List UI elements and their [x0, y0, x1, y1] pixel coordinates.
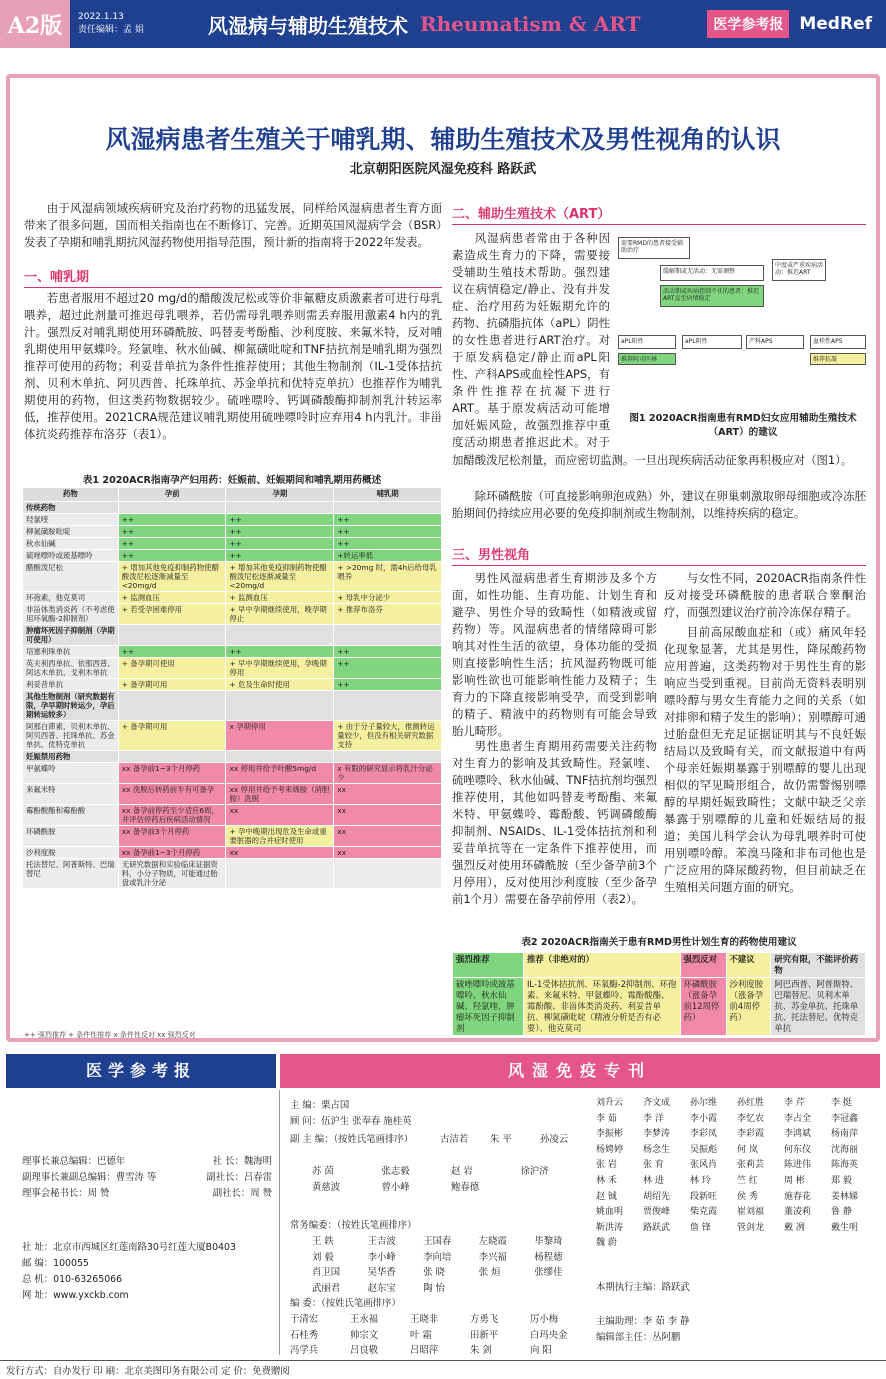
table1-cell: ++ [226, 550, 334, 562]
vice-editors-cont [312, 1164, 590, 1195]
editor-name: 段新旺 [690, 1191, 718, 1202]
editor-name: 周 彬 [784, 1175, 805, 1186]
table1-cell: xx 停用并给予叶酸5mg/d [226, 763, 334, 784]
table1-cell: xx 洗脱后转药前半有可备孕 [118, 784, 226, 805]
editor-name: 柴克霞 [690, 1207, 718, 1218]
table-row [23, 502, 442, 514]
table1-cell [226, 625, 334, 646]
table1-legend: ++ 强烈推荐 + 条件性推荐 x 条件性反对 xx 强烈反对 [24, 1031, 196, 1039]
editor-name: 王永福 [350, 1314, 379, 1325]
table1-cell: + >20mg 时，需4h后给母乳喂养 [334, 562, 442, 592]
table1-cell: ++ [334, 526, 442, 538]
table2-caption: 表2 2020ACR指南关于患有RMD男性计划生育的药物使用建议 [521, 937, 797, 948]
table1-cell: xx 备孕前3个月停药 [118, 826, 226, 847]
editor-name: 竺 红 [737, 1175, 758, 1186]
editor-name: 杨娉婷 [596, 1144, 624, 1155]
editor-name: 张莉芸 [737, 1160, 765, 1171]
table1-drug: 托法替尼、阿普斯特、巴瑞替尼 [23, 859, 119, 889]
table1-drug: 硫唑嘌呤或巯基嘌呤 [23, 550, 119, 562]
editor-name: 肖卫国 [312, 1267, 341, 1279]
editor-name: 孙凌云 [540, 1134, 569, 1145]
table1-cell: xx [226, 805, 334, 826]
flow-box: 需要RMD的患者接受辅助治疗 [618, 237, 690, 259]
editors-list-right [596, 1096, 878, 1252]
editor-name: 刘升云 [596, 1098, 624, 1108]
editor-name: 王吉波 [367, 1236, 396, 1247]
editor-name: 叶 霜 [410, 1329, 432, 1341]
table1-drug: 柳氮磺胺吡啶 [23, 526, 119, 538]
editor-name: 李鸿斌 [784, 1129, 812, 1140]
footer: 发行方式：自办发行 印 刷：北京美图印务有限公司 定 价：免费赠阅 [0, 1360, 886, 1377]
divider [279, 1090, 280, 1355]
table1-cell: + 增加其他免疫抑制药物使醋酸泼尼松逐渐减量至<20mg/d [118, 562, 226, 592]
editor-name: 李 挺 [831, 1098, 852, 1108]
flow-box: aPL阴性 [682, 335, 742, 349]
paper-name-en: MedRef [799, 14, 872, 34]
standing-label: 常务编委：（按姓氏笔画排序） [290, 1220, 417, 1231]
table-row [23, 625, 442, 646]
table-row [23, 538, 442, 550]
table2-cell: 环磷酰胺（涨备孕前12周停药） [680, 978, 726, 1036]
flow-box: 推荐抗凝 [810, 353, 866, 365]
editor-name: 于清宏 [290, 1314, 319, 1325]
table-row [23, 604, 442, 625]
table1-cell [226, 751, 334, 763]
table-row [23, 592, 442, 604]
editor-name: 赵东宝 [367, 1282, 396, 1294]
table1 [22, 487, 442, 889]
table1-header: 孕前 [118, 488, 226, 502]
bottom-left-title: 医学参考报 [6, 1054, 276, 1088]
editor-name: 张缪佳 [534, 1267, 563, 1279]
editor-name: 林 玲 [690, 1175, 711, 1186]
contact-line: 社 址：北京市西城区红莲南路30号红莲大厦B0403 [22, 1242, 236, 1253]
editor-name: 孙尔维 [690, 1098, 718, 1108]
issue-meta: 2022.1.13 责任编辑：孟 娟 [78, 12, 144, 35]
staff-left: 理事长兼总编辑：巴德年 [22, 1156, 126, 1167]
table2-header: 强烈反对 [680, 953, 726, 978]
editor-name: 李 芹 [784, 1098, 805, 1108]
table-row [23, 646, 442, 658]
editor-name: 戴生明 [831, 1222, 859, 1233]
exec-editor: 本期执行主编：路跃武 [596, 1282, 690, 1293]
editor-name: 王国春 [423, 1236, 452, 1247]
editor-name: 李 茹 [596, 1113, 617, 1124]
editor-name: 杨程德 [534, 1251, 563, 1263]
table2-cell: 沙利度胺（涨备孕前4周停药） [726, 978, 771, 1036]
table1-cell: ++ [334, 514, 442, 526]
table1-cell: xx [334, 847, 442, 859]
editor-name: 白玛央金 [530, 1329, 568, 1341]
editor-name: 石桂秀 [290, 1329, 319, 1341]
table-row [23, 514, 442, 526]
male-paragraph-2: 男性患者生育期用药需要关注药物对生育力的影响及其致畸性。羟氯喹、硫唑嘌呤、秋水仙碱、TNF拮抗剂均强烈推荐使用，其他如吗替麦考酚酯、来氟米特、甲氨蝶呤、霉酚酸、钙调磷酸酶抑制剂、NSAIDs、IL-1受体拮抗剂和利妥昔单抗等在一定条件下推荐使用，而强烈反对使用环磷酰胺（至少备孕前3个月停用），反对使用沙利度胺（至少备孕前1个月）需要在备孕前停用（表2）。 [452, 739, 657, 906]
editor-name: 张风肖 [690, 1160, 718, 1171]
table1-drug: 传统药物 [23, 502, 119, 514]
table1-drug: 培塞利珠单抗 [23, 646, 119, 658]
editor-name: 何东仪 [784, 1144, 812, 1155]
contact-line: 总 机：010-63265066 [22, 1274, 123, 1285]
table1-cell: xx [226, 847, 334, 859]
table1-drug: 沙利度胺 [23, 847, 119, 859]
editor-name: 向 阳 [530, 1345, 552, 1357]
staff-list [22, 1154, 272, 1202]
editor-name: 吴华香 [367, 1267, 396, 1279]
table1-cell: + 母乳中分泌少 [334, 592, 442, 604]
editor-name: 李彩霞 [737, 1129, 765, 1140]
editor-name: 李彩凤 [690, 1129, 718, 1140]
staff-row [22, 1186, 272, 1202]
editor-name: 路跃武 [643, 1222, 671, 1233]
section-heading-art: 二、辅助生殖技术（ART） [452, 203, 866, 225]
table-row [23, 691, 442, 721]
table1-cell [334, 691, 442, 721]
male-paragraph-1: 男性风湿病患者生育期涉及多个方面，如性功能、生育功能、计划生育和避孕、男性介导的致畸性（如精液或留药物）等。风湿病患者的情绪障碍可影响其对性生活的欲望，身体功能的受损则直接影响性生活；抗风湿药物既可能影响性欲也可能影响性能力及精子；生育力的下降直接影响受孕，而受到影响的精子、精液中的药物则有可能会导致胎儿畸形。 [452, 571, 657, 738]
table1-cell: ++ [334, 538, 442, 550]
editor-name: 杨念生 [643, 1144, 671, 1155]
table1-cell [118, 691, 226, 721]
table-row [23, 826, 442, 847]
staff-right: 社 长：魏海明 [212, 1156, 272, 1167]
editor-name: 黄慈波 [312, 1181, 341, 1193]
editor-name: 赵 岩 [451, 1166, 473, 1177]
table-row [23, 784, 442, 805]
editor-name: 詹 锋 [690, 1222, 711, 1233]
table1-cell [118, 751, 226, 763]
table1-cell [334, 751, 442, 763]
editor-name: 何 岚 [737, 1144, 758, 1155]
table1-cell: ++ [118, 646, 226, 658]
editor-name: 李梦涛 [643, 1129, 671, 1140]
staff-right: 副社长：吕春雷 [206, 1172, 272, 1183]
table1-drug: 霉酚酸酯和霉酚酸 [23, 805, 119, 826]
table1-cell: + 监测血压 [226, 592, 334, 604]
editor-name: 赵 铖 [596, 1191, 617, 1202]
table2-cell: 硫唑嘌呤或巯基嘌呤、秋水仙碱、羟氯喹、肿瘤坏死因子抑制剂 [453, 978, 524, 1036]
table1-cell: xx 备孕前1~3个月停药 [118, 763, 226, 784]
table1-cell: xx [334, 805, 442, 826]
table1-cell: xx 停用并给予考来烯胺（消胆胺）洗脱 [226, 784, 334, 805]
editor-name: 苏 茵 [312, 1166, 334, 1177]
editor-name: 姜林娣 [831, 1191, 859, 1202]
editor-name: 李 洋 [643, 1113, 664, 1124]
staff-row [22, 1170, 272, 1186]
editor-name: 陶 怡 [423, 1282, 445, 1294]
editor-name: 曾小峰 [381, 1181, 410, 1193]
editor-name: 古洁若 [440, 1134, 469, 1145]
table1-cell: xx 备孕前停药至少适应6周，并评估停药后疾病活动情况 [118, 805, 226, 826]
chief-editor: 主 编：栗占国 [290, 1100, 350, 1111]
table1-cell [118, 502, 226, 514]
editor-name: 冯学兵 [290, 1345, 319, 1357]
editor-name: 贾俊峰 [643, 1207, 671, 1218]
table1-cell: x 有限的研究显示将乳汁分泌少 [334, 763, 442, 784]
table2-header: 研究有限，不能评价药物 [771, 953, 866, 978]
art-paragraph-tail: 加醋酸泼尼松剂量，而应密切监测。一旦出现疾病活动征象再积极应对（图1）。 [452, 453, 853, 467]
table1-cell: ++ [334, 679, 442, 691]
editor-name: 李小霞 [690, 1113, 718, 1124]
table1-drug: 环孢素，他克莫司 [23, 592, 119, 604]
table1-cell: + 危及生命时使用 [226, 679, 334, 691]
table1-header: 哺乳期 [334, 488, 442, 502]
editor-name: 左晓霞 [478, 1236, 507, 1247]
editor-name: 吕昭萍 [410, 1345, 439, 1357]
lactation-paragraph: 若患者服用不超过20 mg/d的醋酸泼尼松或等价非氟糖皮质激素者可进行母乳喂养，超过此剂量可推迟母乳喂养，若仍需母乳喂养则需丢弃服用激素4 h内的乳汁。强烈反对哺乳期使用环磷酰胺、吗替麦考酚酯、沙利度胺、来氟米特，反对哺乳期使用甲氨蝶呤。羟氯喹、秋水仙碱、柳氮磺吡啶和TNF拮抗剂是哺乳期为强烈推荐可使用的药物；利妥昔单抗为条件性推荐使用；其他生物制剂（IL-1受体拮抗剂、贝利木单抗、阿贝西普、托珠单抗、苏金单抗和优特克单抗）也推荐作为哺乳期使用的药物，但这类药物数据较少。硫唑嘌呤、钙调磷酸酶抑制剂乳汁转运率低，推荐使用。2021CRA规范建议哺乳期使用硫唑嘌呤时应弃用4 h内乳汁。非甾体抗炎药推荐布洛芬（表1）。 [24, 291, 442, 441]
editor-name: 李兴福 [478, 1251, 507, 1263]
advisors: 顾 问：伍沪生 张奉春 施桂英 [290, 1116, 412, 1127]
editor-name: 田新平 [470, 1329, 499, 1341]
editor-name: 厉小梅 [530, 1314, 559, 1325]
paper-name: 医学参考报 [707, 10, 789, 38]
editor-name: 孙红胜 [737, 1098, 765, 1108]
editor-name: 戴 冽 [784, 1222, 805, 1233]
table-row [23, 550, 442, 562]
table2-cell: 阿巴西普、阿普斯特、巴瑞替尼、贝利木单抗、苏金单抗、托珠单抗、托法替尼、优特克单抗 [771, 978, 866, 1036]
editor-name: 朱 平 [490, 1134, 512, 1145]
section-heading-lactation: 一、哺乳期 [24, 266, 442, 288]
art-paragraph: 风湿病患者常由于各种因素造成生育力的下降，需要接受辅助生殖技术帮助。强烈建议在病情稳定/静止、没有并发症、治疗用药为妊娠期允许的药物、抗磷脂抗体（aPL）阴性的女性患者进行ART治疗。对于原发病稳定/静止而aPL阳性、产科APS或血栓性APS，有条件性推荐在抗凝下进行ART。基于原发病活动可能增加妊娠风险，故强烈推荐中重度活动期患者推迟此术。对于 [452, 231, 610, 449]
contact-line: 邮 编：100055 [22, 1258, 89, 1269]
table-row [23, 847, 442, 859]
table1-cell: xx [334, 826, 442, 847]
editor-name: 张 晓 [423, 1267, 445, 1279]
table1-cell: ++ [334, 658, 442, 679]
table1-drug: 英夫利西单抗、依那西普、阿达木单抗、戈利木单抗 [23, 658, 119, 679]
editor-name: 张 岩 [596, 1160, 617, 1171]
table1-cell [118, 625, 226, 646]
table-row [23, 721, 442, 751]
table1-cell: + 备孕期可使用 [118, 658, 226, 679]
page-version: A2版 [0, 0, 70, 48]
editor-name: 侯 秀 [737, 1191, 758, 1202]
editors [290, 1312, 590, 1359]
table-row [23, 562, 442, 592]
office-director: 编辑部主任：丛阿鹏 [596, 1332, 681, 1343]
editor-name: 刘 毅 [312, 1251, 334, 1263]
table-row [23, 859, 442, 889]
figure1-caption: 图1 2020ACR指南患有RMD妇女应用辅助生殖技术（ART）的建议 [629, 413, 857, 438]
table1-cell: ++ [334, 646, 442, 658]
table1-cell: + 备孕期可用 [118, 721, 226, 751]
table1-cell: + 增加其他免疫抑制药物使醋酸泼尼松逐渐减量至<20mg/d [226, 562, 334, 592]
table1-header: 孕期 [226, 488, 334, 502]
table1-drug: 醋酸泼尼松 [23, 562, 119, 592]
staff-right: 副社长：周 赞 [212, 1188, 272, 1199]
table1-drug: 阿那白滞素、贝利木单抗、阿贝西普、托珠单抗、苏金单抗、优特克单抗 [23, 721, 119, 751]
editor-assistants: 主编助理：李 茹 李 静 [596, 1316, 690, 1327]
column-title-en: Rheumatism & ART [420, 12, 641, 36]
contact-info [22, 1240, 272, 1304]
editor-name: 吴振彪 [690, 1144, 718, 1155]
table2 [452, 952, 866, 1036]
table1-drug: 甲氨蝶呤 [23, 763, 119, 784]
editor-name: 帅宗文 [350, 1329, 379, 1341]
flow-box: 活动期或疾病控制不佳的患者：推迟ART直至病情稳定 [660, 285, 764, 307]
table1-drug: 其他生物制剂（研究数据有限，孕早期时转运少，孕后期转运较多） [23, 691, 119, 721]
table-row [23, 526, 442, 538]
table1-cell [226, 691, 334, 721]
intro-paragraph: 由于风湿病领域疾病研究及治疗药物的迅猛发展，同样给风湿病患者生育方面带来了很多问题，国而相关指南也在不断修订、完善。近期英国风湿病学会（BSR）发表了孕期和哺乳期抗风湿药物使用指导范围，预计新的指南将于2022年发表。 [24, 201, 442, 249]
contact-line: 网 址：www.yxckb.com [22, 1290, 129, 1301]
staff-row [22, 1154, 272, 1170]
flow-box: 中度或严重疾病活动：推迟ART [772, 259, 826, 281]
table1-cell [334, 502, 442, 514]
editor-name: 李振彬 [596, 1129, 624, 1140]
table1-cell: xx 备孕前1~3个月停药 [118, 847, 226, 859]
table-row [23, 658, 442, 679]
table2-cell: IL-1受体拮抗剂、环氧酶-2抑制剂、环孢素、来氟米特、甲氨蝶呤、霉酚酸酯、霉酚酸、非甾体类消炎药、利妥昔单抗、柳氮磺吡啶（精液分析是否有必要）、他克莫司 [523, 978, 680, 1036]
editor-name: 董凌莉 [784, 1207, 812, 1218]
editor-name: 鲍春德 [451, 1181, 480, 1193]
flow-box: 推荐阿司匹林 [618, 353, 676, 365]
table1-drug: 环磷酰胺 [23, 826, 119, 847]
editor-name: 武丽君 [312, 1282, 341, 1294]
art-paragraph-2: 除环磷酰胺（可直接影响卵泡成熟）外，建议在卵巢刺激取卵母细胞或冷冻胚胎期间仍持续应用必要的免疫抑制剂或生物制剂，以维持疾病的稳定。 [452, 489, 866, 520]
male-paragraph-3: 与女性不同，2020ACR指南条件性反对接受环磷酰胺的患者联合睾酮治疗，而强烈建议治疗前冷冻保存精子。 [664, 571, 866, 619]
table1-cell: + 若受孕困难停用 [118, 604, 226, 625]
table1-cell: ++ [226, 538, 334, 550]
editor-name: 张 烜 [478, 1267, 501, 1279]
table1-cell: ++ [226, 526, 334, 538]
article-author: 北京朝阳医院风湿免疫科 路跃武 [349, 162, 537, 177]
editor-name: 方勇飞 [470, 1314, 499, 1325]
article-title: 风湿病患者生殖关于哺乳期、辅助生殖技术及男性视角的认识 [105, 125, 781, 154]
table1-cell: x 孕期停用 [226, 721, 334, 751]
table-row [23, 763, 442, 784]
table1-cell: xx [334, 784, 442, 805]
table1-cell: +转运率低 [334, 550, 442, 562]
male-paragraph-4: 目前高尿酸血症和（或）痛风年轻化现象显著，尤其是男性，降尿酸药物应用普遍，这类药物对于男性生育的影响应当受到重视。目前尚无资料表明别嘌呤醇与男女生育能力之间的关系（如对排卵和精子发生的影响）；别嘌醇可通过胎盘但无充足证据证明其与不良妊娠结局以及致畸有关，而文献报道中有两个母亲妊娠期暴露于别嘌醇的婴儿出现相似的罕见畸形组合，故仍需警惕别嘌醇的早期妊娠致畸性；文献中缺乏父亲暴露于别嘌醇的儿童和妊娠结局的报道；美国儿科学会认为母乳喂养时可使用别嘌呤醇。苯溴马隆和非布司他也是广泛应用的降尿酸药物，但目前缺乏在生殖相关问题方面的研究。 [664, 625, 866, 894]
table1-header: 药物 [23, 488, 119, 502]
editor-name: 靳洪涛 [596, 1222, 624, 1233]
table1-cell: ++ [226, 514, 334, 526]
editor-name: 林 禾 [596, 1175, 617, 1186]
editor-name: 陈进伟 [784, 1160, 812, 1171]
table1-cell: ++ [226, 646, 334, 658]
table1-cell: ++ [118, 550, 226, 562]
table2-header: 推荐（非绝对的） [523, 953, 680, 978]
editor-name: 李小峰 [367, 1251, 396, 1263]
table1-drug: 肿瘤坏死因子抑制剂（孕期可使用） [23, 625, 119, 646]
editor-name: 胡绍先 [643, 1191, 671, 1202]
table1-cell [226, 859, 334, 889]
editor-name: 齐文成 [643, 1098, 671, 1108]
editor-name: 崔刘福 [737, 1207, 765, 1218]
flow-box: 缓解期或无活动：无需调整 [660, 265, 764, 281]
staff-left: 理事会秘书长：周 赞 [22, 1188, 110, 1199]
flow-box: 产科APS [746, 335, 804, 349]
table-row [23, 679, 442, 691]
editor-name: 王 轶 [312, 1236, 334, 1247]
flow-box: aPL阳性 [618, 335, 676, 349]
bottom-right-title: 风湿免疫专刊 [280, 1054, 880, 1088]
figure1-flowchart [616, 235, 870, 405]
editor-name: 林 进 [643, 1175, 664, 1186]
table1-drug: 妊娠禁用药物 [23, 751, 119, 763]
section-heading-male: 三、男性视角 [452, 544, 866, 566]
editor-name: 李占全 [784, 1113, 812, 1124]
editor-name: 施春花 [784, 1191, 812, 1202]
column-title: 风湿病与辅助生殖技术 [208, 13, 408, 38]
editor-name: 李冠鑫 [831, 1113, 859, 1124]
editor-name: 陈海英 [831, 1160, 859, 1171]
table1-cell [334, 625, 442, 646]
flow-box: 血栓性APS [810, 335, 866, 349]
table-row [23, 805, 442, 826]
editor-name: 鲁 静 [831, 1207, 852, 1218]
table1-drug: 羟氯喹 [23, 514, 119, 526]
table1-cell: + 监测血压 [118, 592, 226, 604]
table1-cell: ++ [118, 538, 226, 550]
masthead [0, 0, 886, 48]
table-row [23, 751, 442, 763]
editor-name: 姚血明 [596, 1207, 624, 1218]
table1-cell: + 推荐布洛芬 [334, 604, 442, 625]
table1-cell: + 早中孕期继续使用，孕晚期停用 [226, 658, 334, 679]
table1-cell [226, 502, 334, 514]
table1-drug: 非甾体类消炎药（不考虑使用环氧酶-2抑制剂） [23, 604, 119, 625]
editor-name: 朱 剑 [470, 1345, 492, 1357]
standing-editors [312, 1234, 590, 1296]
table2-header: 强烈推荐 [453, 953, 524, 978]
editor-name: 李向培 [423, 1251, 452, 1263]
staff-left: 副理事长兼副总编辑：曹雪涛 等 [22, 1172, 157, 1183]
editor-name: 郑 毅 [831, 1175, 852, 1186]
table2-header: 不建议 [726, 953, 771, 978]
table1-cell: + 由于分子量较大，推测转运量较少，但没有相关研究数据支持 [334, 721, 442, 751]
editors-label: 编 委：（按姓氏笔画排序） [290, 1298, 401, 1309]
editor-name: 徐沪济 [520, 1166, 549, 1177]
table1-cell: + 备孕期可用 [118, 679, 226, 691]
editor-name: 李忆农 [737, 1113, 765, 1124]
table1-drug: 来氟米特 [23, 784, 119, 805]
vice-editors [440, 1132, 590, 1148]
editor-name: 杨南萍 [831, 1129, 859, 1140]
editor-name: 毕黎琦 [534, 1236, 563, 1247]
editor-name: 吕良敬 [350, 1345, 379, 1357]
editor-name: 王晓非 [410, 1314, 439, 1325]
editor-name: 张志毅 [381, 1166, 410, 1177]
table1-cell [334, 859, 442, 889]
editor-name: 魏 蔚 [596, 1238, 617, 1249]
table1-cell: ++ [118, 514, 226, 526]
table1-cell: + 早中孕期继续使用，晚孕期停止 [226, 604, 334, 625]
table1-caption: 表1 2020ACR指南孕产妇用药：妊娠前、妊娠期间和哺乳期用药概述 [82, 475, 382, 486]
editor-name: 沈海丽 [831, 1144, 859, 1155]
table1-cell: + 孕中晚期出现危及生命或重要脏器的合并症时使用 [226, 826, 334, 847]
vice-editors-label: 副 主 编：（按姓氏笔画排序） [290, 1134, 414, 1145]
table1-drug: 秋水仙碱 [23, 538, 119, 550]
editor-name: 管剑龙 [737, 1222, 765, 1233]
table1-cell: 无研究数据和实验临床证据资料，小分子物质，可能通过胎盘或乳汁分泌 [118, 859, 226, 889]
editor-name: 张 育 [643, 1160, 664, 1171]
table1-cell: ++ [118, 526, 226, 538]
table1-drug: 利妥昔单抗 [23, 679, 119, 691]
